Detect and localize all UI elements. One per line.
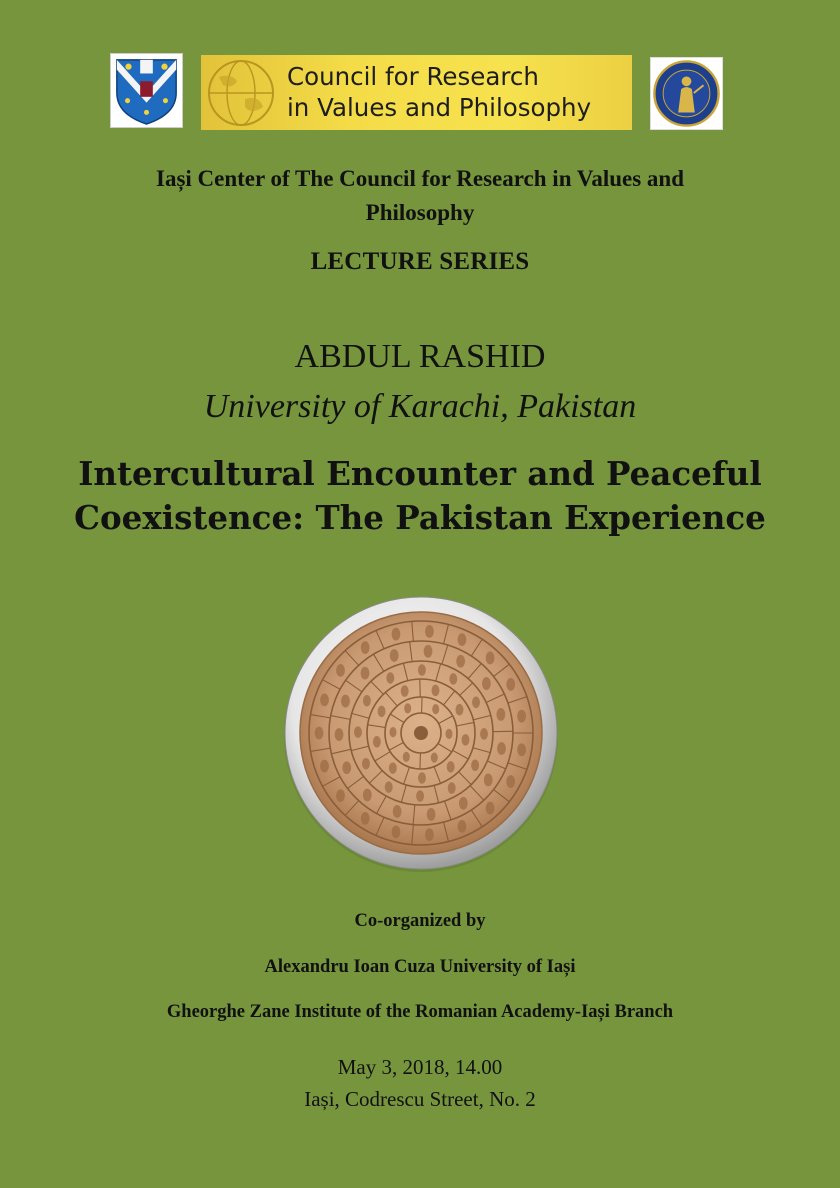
host-organization (0, 162, 840, 230)
lecture-title-line-2: Coexistence: The Pakistan Experience (74, 498, 766, 537)
crvp-banner-logo (201, 55, 632, 130)
lecture-title (0, 452, 840, 540)
crvp-line-2: in Values and Philosophy (287, 93, 592, 122)
logo-row (0, 53, 840, 131)
series-heading: LECTURE SERIES (310, 248, 530, 275)
organizer-university: Alexandru Ioan Cuza University of Iași (264, 957, 576, 977)
speaker-affiliation: University of Karachi, Pakistan (203, 388, 637, 425)
crvp-line-1: Council for Research (287, 62, 539, 91)
lecture-title-line-1: Intercultural Encounter and Peaceful (78, 454, 762, 493)
phaistos-disc-image (282, 594, 560, 872)
university-crest-logo (110, 53, 183, 128)
speaker-name: ABDUL RASHID (294, 338, 546, 375)
event-location: Iași, Codrescu Street, No. 2 (304, 1087, 536, 1111)
globe-icon (201, 55, 283, 130)
event-date-time: May 3, 2018, 14.00 (337, 1055, 503, 1079)
host-organization-line-1: Iași Center of The Council for Research in Values and (156, 166, 684, 191)
crvp-name (287, 61, 591, 123)
co-organized-label: Co-organized by (354, 911, 486, 931)
academy-seal-logo (650, 57, 723, 130)
host-organization-line-2: Philosophy (365, 200, 475, 225)
organizer-institute: Gheorghe Zane Institute of the Romanian Academy-Iași Branch (166, 1002, 674, 1022)
